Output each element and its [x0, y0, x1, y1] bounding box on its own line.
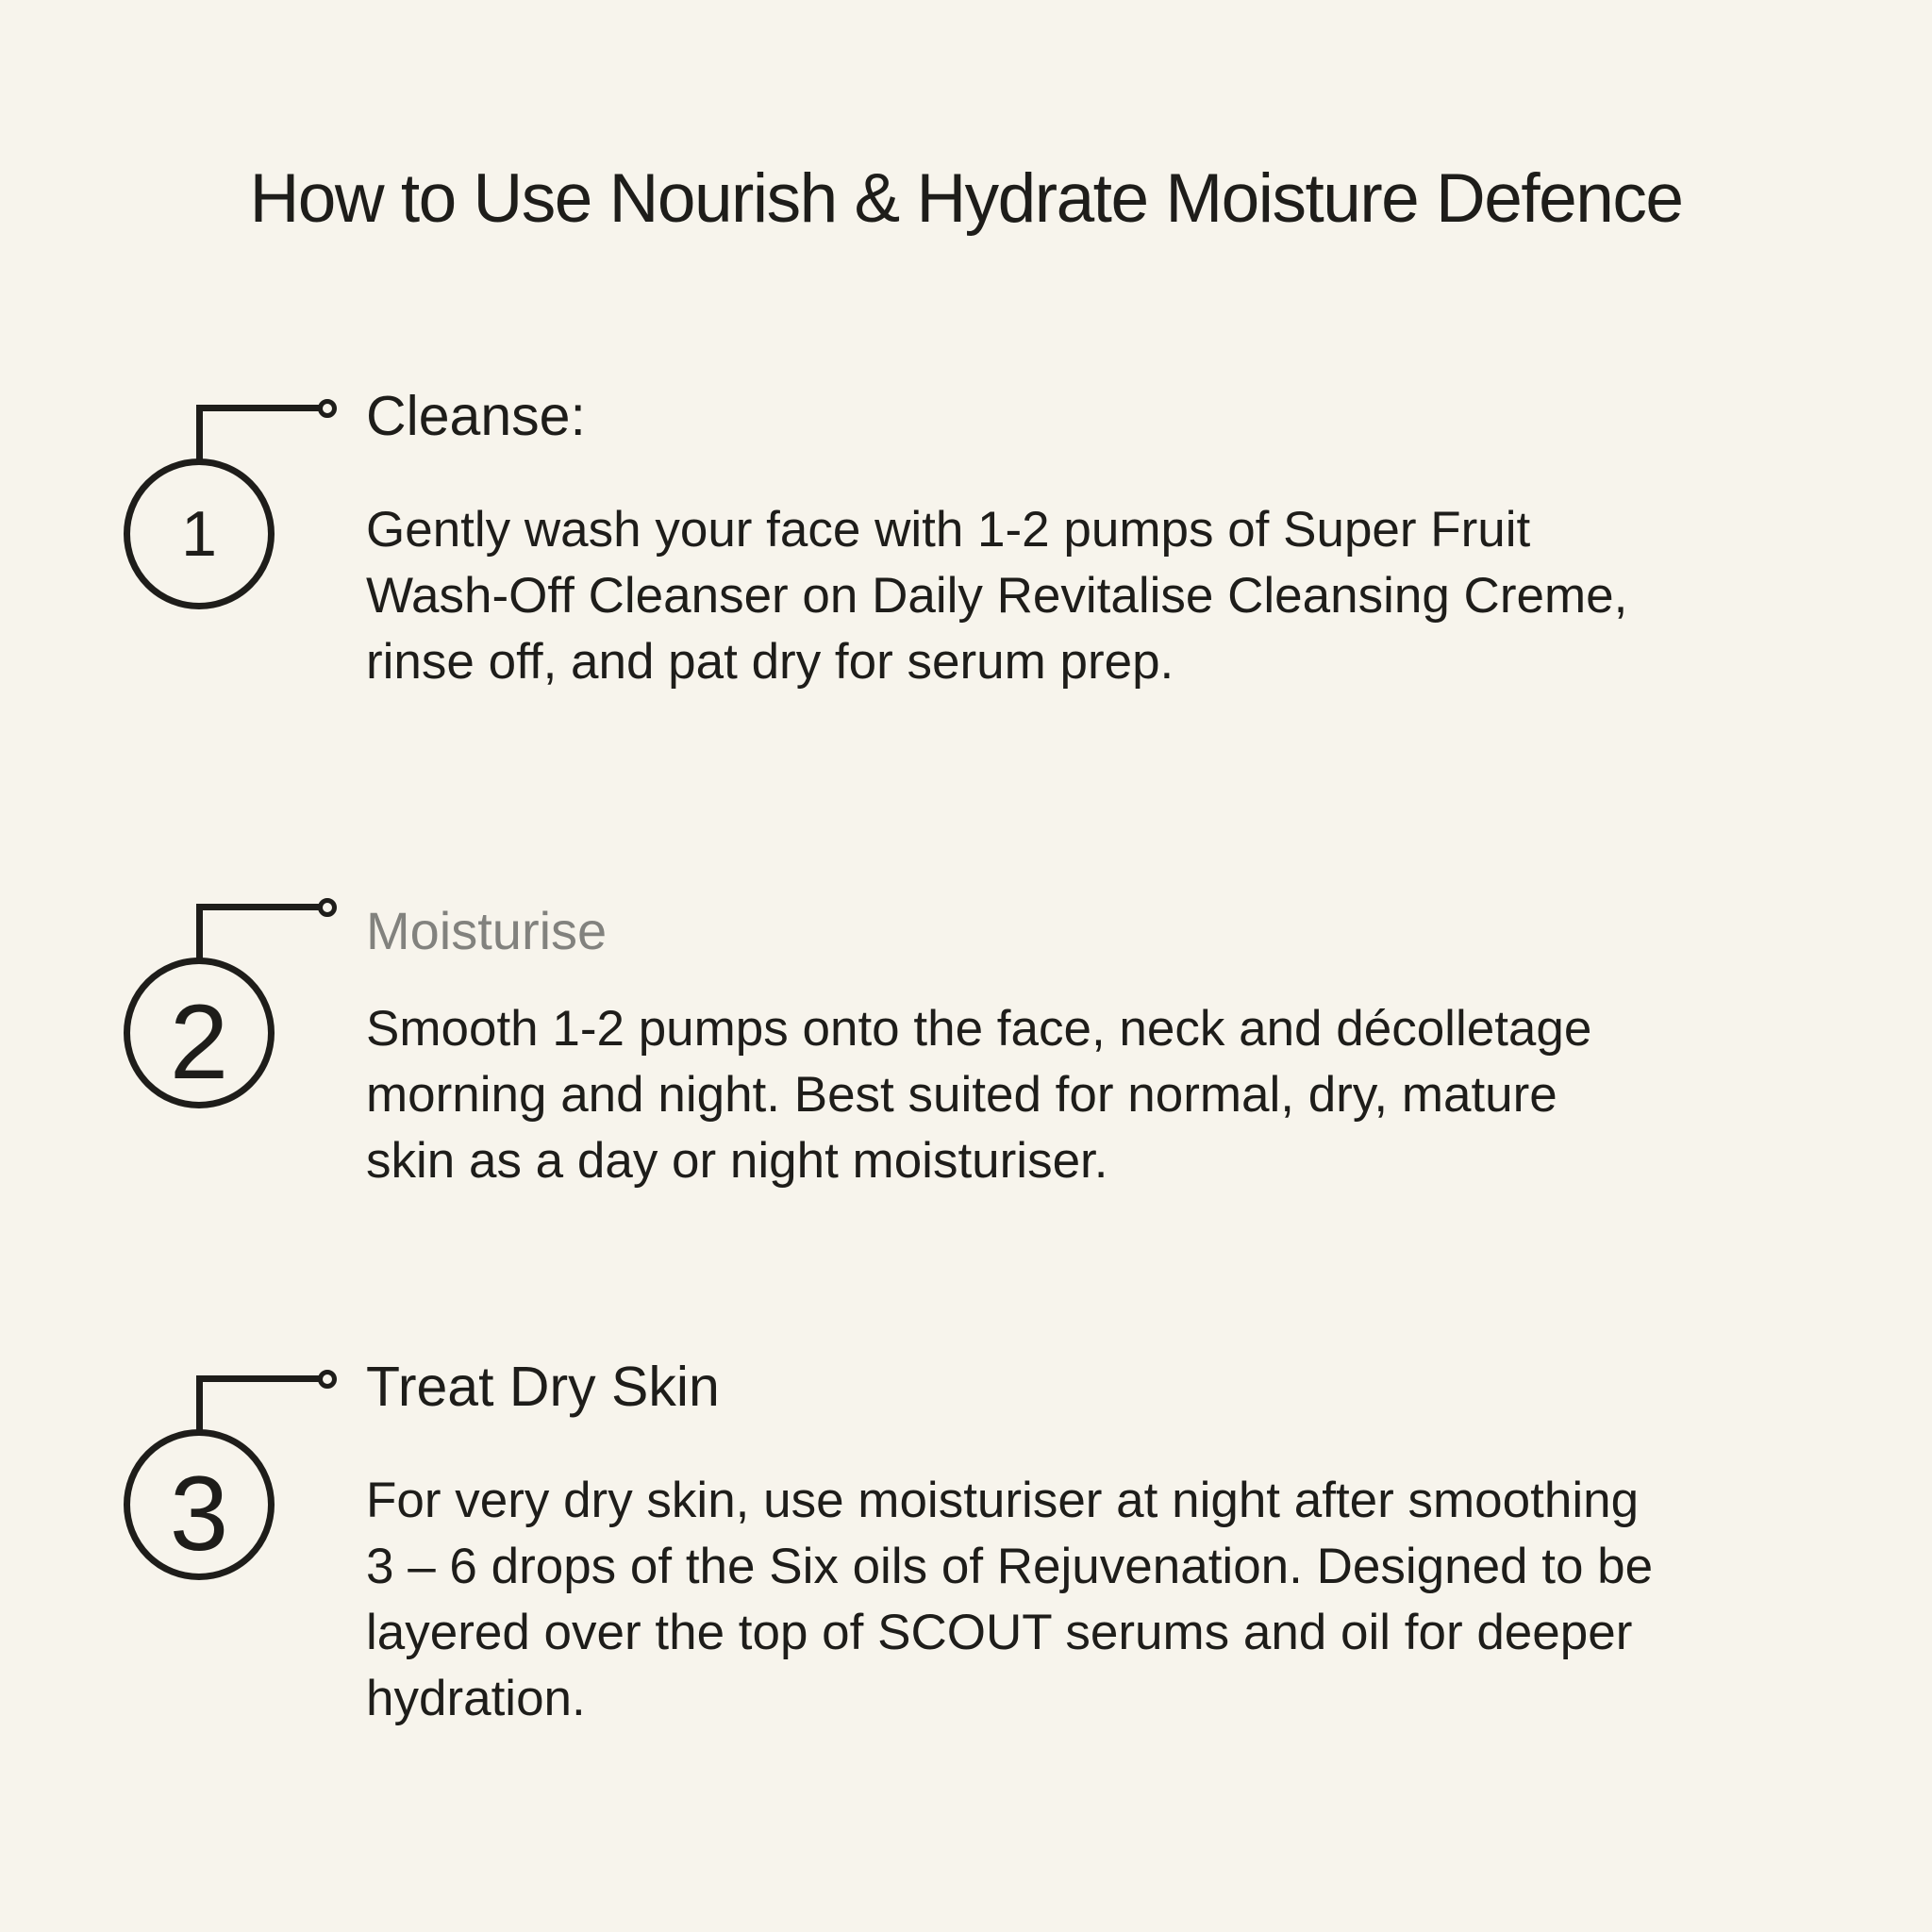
step-1-number-circle: [124, 458, 275, 609]
step-1-number: 1: [181, 498, 217, 570]
step-3-number: 3: [169, 1455, 229, 1573]
step-2-number: 2: [169, 983, 229, 1101]
step-2-body: [366, 996, 1591, 1194]
step-2-body-line: Smooth 1-2 pumps onto the face, neck and décolletage: [366, 1001, 1592, 1057]
step-3-body-line: hydration.: [366, 1671, 586, 1726]
step-1-connector-vertical-line: [196, 405, 203, 463]
step-2-connector-vertical-line: [196, 904, 203, 962]
step-1-body-line: rinse off, and pat dry for serum prep.: [366, 634, 1174, 690]
step-1-body: [366, 497, 1627, 695]
step-3-body-line: layered over the top of SCOUT serums and oil for deeper: [366, 1605, 1633, 1660]
step-3-heading: Treat Dry Skin: [366, 1356, 720, 1418]
step-1-body-line: Gently wash your face with 1-2 pumps of Super Fruit: [366, 502, 1531, 558]
page-title: How to Use Nourish & Hydrate Moisture Defence: [249, 160, 1683, 237]
step-3-body-line: For very dry skin, use moisturiser at night after smoothing: [366, 1473, 1640, 1528]
step-2-number-circle: [124, 958, 275, 1108]
step-3-number-circle: [124, 1429, 275, 1580]
step-3-body-line: 3 – 6 drops of the Six oils of Rejuvenation. Designed to be: [366, 1539, 1654, 1594]
step-1-body-line: Wash-Off Cleanser on Daily Revitalise Cleansing Creme,: [366, 568, 1628, 624]
step-2-bullet-ring-icon: [318, 898, 337, 917]
step-1-connector-horizontal-line: [196, 405, 319, 411]
step-3-connector-vertical-line: [196, 1375, 203, 1434]
step-2-body-line: morning and night. Best suited for normal, dry, mature: [366, 1067, 1557, 1123]
step-3-bullet-ring-icon: [318, 1370, 337, 1389]
step-2-body-line: skin as a day or night moisturiser.: [366, 1133, 1108, 1189]
step-2-heading: Moisturise: [366, 901, 608, 960]
step-1-bullet-ring-icon: [318, 399, 337, 418]
step-2-connector-horizontal-line: [196, 904, 319, 910]
step-1-heading: Cleanse:: [366, 385, 586, 447]
step-3-body: [366, 1468, 1653, 1732]
step-3-connector-horizontal-line: [196, 1375, 319, 1382]
